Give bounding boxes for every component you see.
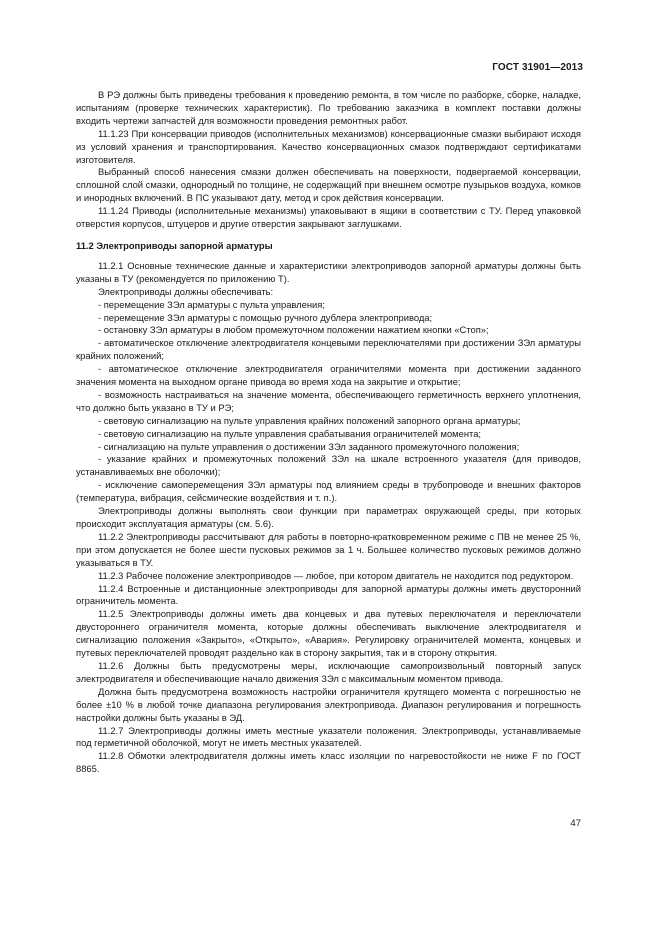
paragraph: Должна быть предусмотрена возможность настройки ограничителя крутящего момента с погрешностью не более ±10 % в любой точке диапазона регулирования электропривода. Диапазон регулирования и погрешность настройки должны быть указаны в ЭД. [76,685,581,723]
paragraph-11-2-8: 11.2.8 Обмотки электродвигателя должны иметь класс изоляции по нагревостойкости не ниже F по ГОСТ 8865. [76,750,581,775]
list-item: - световую сигнализацию на пульте управления срабатывания ограничителей момента; [98,427,482,439]
list-item: - возможность настраиваться на значение момента, обеспечивающего герметичность верхнего уплотнения, что должно быть указано в ТУ и РЭ; [76,388,581,413]
paragraph: Электроприводы должны выполнять свои функции при параметрах окружающей среды, при которых происходит эксплуатация арматуры (см. 5.6). [76,505,581,529]
page-number: 47 [570,818,581,829]
paragraph-11-2-4: 11.2.4 Встроенные и дистанционные электроприводы для запорной арматуры должны иметь двусторонний ограничитель момента. [76,582,581,607]
list-item: - автоматическое отключение электродвигателя ограничителями момента при достижении заданного значения момента на выходном органе привода во время хода на закрытие и открытие; [76,363,581,388]
paragraph: В РЭ должны быть приведены требования к проведению ремонта, в том числе по разборке, сборке, наладке, испытаниям (проверке технических характеристик). По требованию заказчика в комплект поставки должны входить чертежи запчастей для возможности проведения ремонтных работ. [76,89,581,126]
paragraph: Электроприводы должны обеспечивать: [98,285,274,297]
list-item: - автоматическое отключение электродвигателя концевыми переключателями при достижении ЗЭл арматуры крайних положений; [76,337,581,362]
list-item: - исключение самоперемещения ЗЭл арматуры под влиянием среды в трубопроводе и внешних факторов (температура, вибрация, сейсмические воздействия и т. п.). [76,479,581,504]
list-item: - световую сигнализацию на пульте управления крайних положений запорного органа арматуры; [98,414,521,426]
list-item: - остановку ЗЭл арматуры в любом промежуточном положении нажатием кнопки «Стоп»; [98,324,489,336]
paragraph-11-2-7: 11.2.7 Электроприводы должны иметь местные указатели положения. Электроприводы, устанавливаемые под герметичной оболочкой, могут не иметь местных указателей. [76,724,581,749]
list-item: - перемещение ЗЭл арматуры с помощью ручного дублера электропривода; [98,311,433,323]
paragraph-11-1-24: 11.1.24 Приводы (исполнительные механизмы) упаковывают в ящики в соответствии с ТУ. Перед упаковкой отверстия корпусов, штуцеров и другие отверстия закрывают заглушками. [76,205,581,230]
paragraph-11-2-2: 11.2.2 Электроприводы рассчитывают для работы в повторно-кратковременном режиме с ПВ не менее 25 %, при этом допускается не более шести пусковых режимов за 1 ч. Большее количество пусковых режимов должно указываться в ТУ. [76,530,581,568]
paragraph-11-2-5: 11.2.5 Электроприводы должны иметь два концевых и два путевых переключателя и переключатели двустороннего ограничителя момента, которые должны обеспечивать выключение электродвигателя и сигнализацию положения «Закрыто», «Открыто», «Авария». Регулировку ограничителей момента, концевых и путевых переключателей проводят раздельно как в сторону закрытия, так и в сторону открытия. [76,608,581,659]
paragraph: Выбранный способ нанесения смазки должен обеспечивать на поверхности, подвергаемой консервации, сплошной слой смазки, однородный по толщине, не содержащий при внешнем осмотре пузырьков воздуха, комков и инородных включений. В ПС указывают дату, метод и срок действия консервации. [76,166,581,204]
document-body [76,89,581,776]
paragraph-11-2-6: 11.2.6 Должны быть предусмотрены меры, исключающие самопроизвольный повторный запуск электродвигателя и обеспечивающие начало движения ЗЭл с максимальным моментом привода. [76,659,581,684]
list-item: - перемещение ЗЭл арматуры с пульта управления; [98,298,325,310]
list-item: - указание крайних и промежуточных положений ЗЭл на шкале встроенного указателя (для приводов, устанавливаемых вне оболочки); [76,453,581,478]
paragraph-11-2-1: 11.2.1 Основные технические данные и характеристики электроприводов запорной арматуры должны быть указаны в ТУ (рекомендуется по приложению Т). [76,259,581,284]
paragraph-11-2-3: 11.2.3 Рабочее положение электроприводов — любое, при котором двигатель не находится под редуктором. [98,569,574,581]
paragraph-11-1-23: 11.1.23 При консервации приводов (исполнительных механизмов) консервационные смазки выбирают исходя из условий хранения и транспортирования. Качество консервационных смазок подтверждают сертификатами изготовителя. [76,127,581,165]
section-heading-11-2: 11.2 Электроприводы запорной арматуры [76,239,273,251]
document-id-header: ГОСТ 31901—2013 [492,62,583,73]
list-item: - сигнализацию на пульте управления о достижении ЗЭл заданного промежуточного положения; [98,440,520,452]
